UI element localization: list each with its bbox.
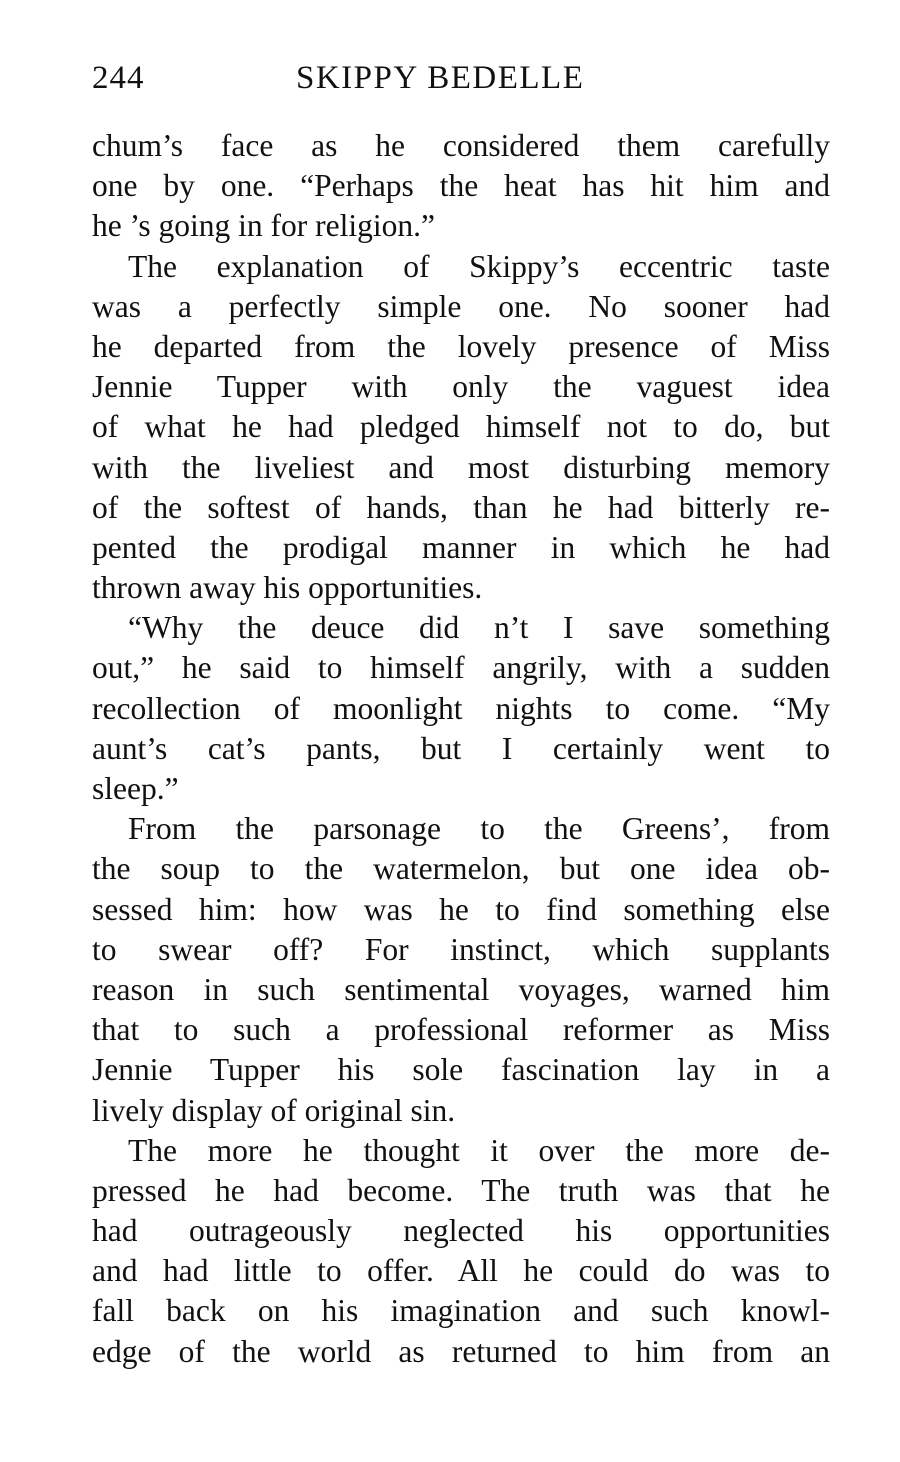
text-line: recollection of moonlight nights to come. “My (92, 690, 830, 726)
text-line: he ’s going in for religion.” (92, 208, 435, 244)
text-line: lively display of original sin. (92, 1092, 456, 1128)
text-line: sessed him: how was he to find something else (92, 891, 830, 927)
text-line: was a perfectly simple one. No sooner had (92, 288, 830, 324)
running-title: SKIPPY BEDELLE (296, 60, 585, 96)
text-line: pented the prodigal manner in which he had (92, 529, 830, 565)
paragraph (92, 1131, 830, 1372)
text-line: aunt’s cat’s pants, but I certainly went to (92, 730, 830, 766)
text-line: the soup to the watermelon, but one idea ob- (92, 851, 830, 887)
text-line: thrown away his opportunities. (92, 570, 483, 606)
text-line: that to such a professional reformer as Miss (92, 1012, 830, 1048)
text-line: chum’s face as he considered them carefully (92, 128, 830, 163)
running-head (92, 58, 832, 98)
paragraph (92, 608, 830, 809)
paragraph (92, 247, 830, 609)
text-line: of what he had pledged himself not to do, but (92, 409, 830, 445)
text-line: had outrageously neglected his opportunities (92, 1213, 830, 1249)
text-line: edge of the world as returned to him from an (92, 1333, 830, 1369)
text-line: out,” he said to himself angrily, with a sudden (92, 650, 830, 686)
body-text (92, 126, 830, 1372)
text-line: fall back on his imagination and such knowl- (92, 1293, 830, 1329)
page-number: 244 (92, 60, 145, 96)
text-line: reason in such sentimental voyages, warned him (92, 971, 830, 1007)
text-line: Jennie Tupper his sole fascination lay in a (92, 1052, 830, 1088)
text-line: From the parsonage to the Greens’, from (128, 811, 830, 847)
text-line: he departed from the lovely presence of Miss (92, 328, 830, 364)
text-line: with the liveliest and most disturbing memory (92, 449, 830, 485)
text-line: one by one. “Perhaps the heat has hit him and (92, 168, 830, 204)
text-line: and had little to offer. All he could do was to (92, 1253, 830, 1289)
text-line: sleep.” (92, 771, 179, 806)
text-line: of the softest of hands, than he had bitterly re- (92, 489, 830, 525)
text-line: pressed he had become. The truth was that he (92, 1172, 830, 1208)
text-line: The more he thought it over the more de- (128, 1132, 830, 1168)
text-line: The explanation of Skippy’s eccentric taste (128, 248, 830, 284)
text-line: Jennie Tupper with only the vaguest idea (92, 369, 830, 405)
paragraph (92, 126, 830, 247)
text-line: “Why the deuce did n’t I save something (128, 610, 830, 646)
paragraph (92, 809, 830, 1131)
text-line: to swear off? For instinct, which supplants (92, 931, 830, 967)
